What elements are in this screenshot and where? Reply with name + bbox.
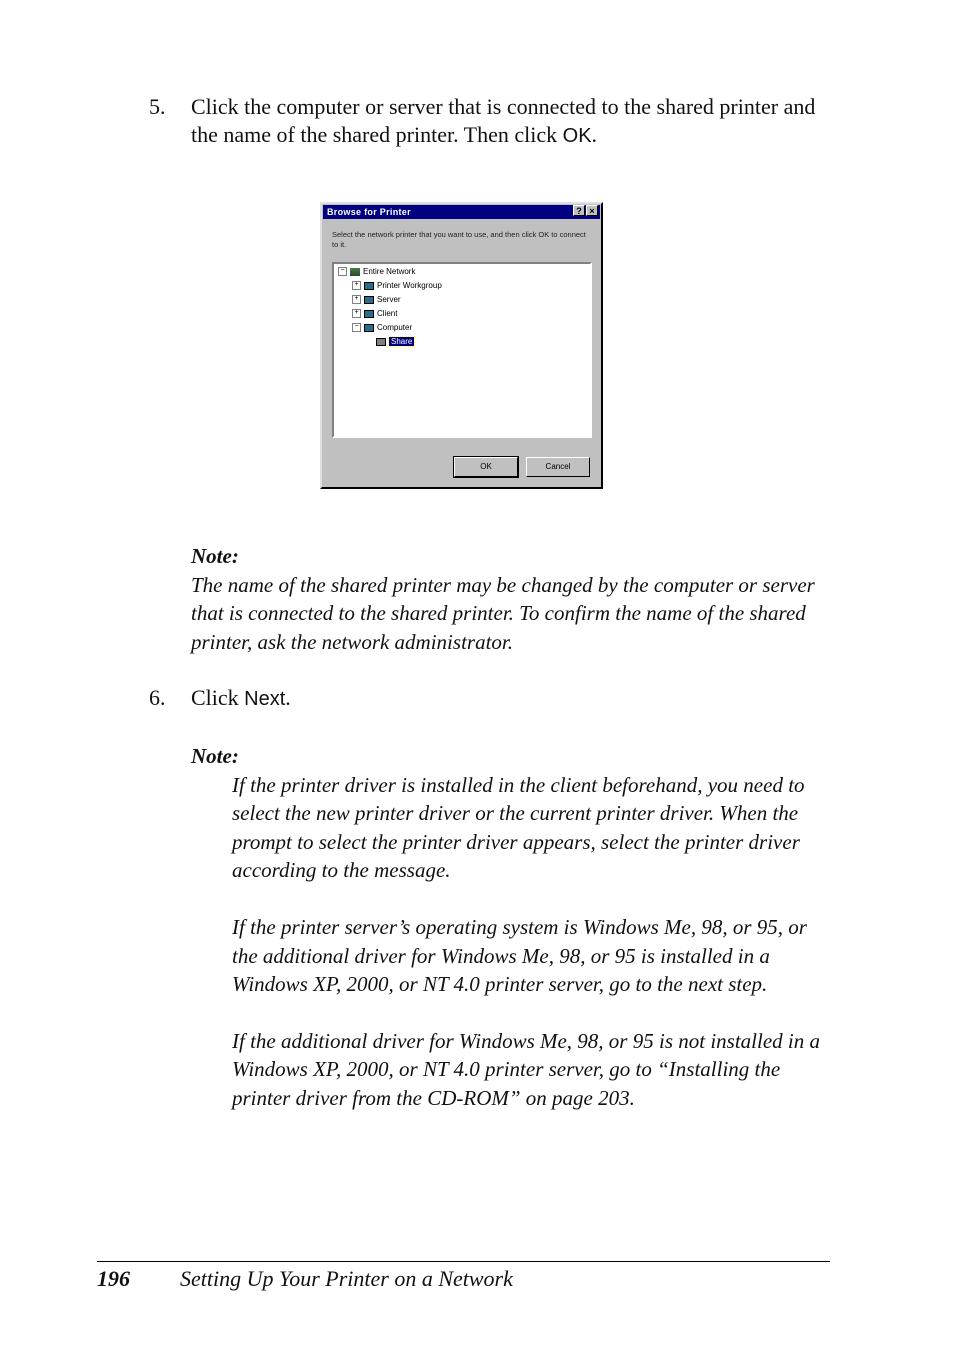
tree-item-label: Server (377, 295, 401, 304)
computer-icon (364, 310, 374, 318)
dialog-message: Select the network printer that you want to use, and then click OK to connect to it. (332, 230, 586, 249)
computer-icon (364, 282, 374, 290)
help-icon[interactable]: ? (573, 205, 585, 216)
step-number: 5. (149, 94, 166, 119)
computer-icon (364, 324, 374, 332)
expand-icon[interactable]: + (352, 309, 361, 318)
tree-item[interactable] (352, 280, 442, 292)
expand-icon[interactable]: + (352, 295, 361, 304)
printer-icon (376, 338, 386, 346)
network-tree[interactable] (332, 262, 592, 438)
collapse-icon[interactable]: − (338, 267, 347, 276)
note-heading: Note: (191, 744, 239, 768)
step-number: 6. (149, 685, 166, 710)
note-1 (191, 542, 831, 656)
tree-root[interactable] (338, 266, 415, 278)
close-icon[interactable]: × (586, 205, 598, 216)
cancel-button[interactable]: Cancel (526, 457, 590, 477)
footer-section-title: Setting Up Your Printer on a Network (180, 1266, 513, 1291)
expand-icon[interactable]: + (352, 281, 361, 290)
step-text (191, 93, 836, 150)
tree-item[interactable] (352, 308, 397, 320)
note-paragraph: If the printer driver is installed in the client beforehand, you need to select the new printer driver or the current printer driver. When the prompt to select the printer driver appears, select the printer driver according to the message. (232, 772, 805, 883)
note-paragraph: If the additional driver for Windows Me, 98, or 95 is not installed in a Windows XP, 2000, or NT 4.0 printer server, go to “Installing the printer driver from the CD-ROM” on page 203. (232, 1028, 820, 1110)
selected-printer-label: Share (391, 337, 413, 346)
step-text-part: Click the computer or server that is connected to the shared printer and the name of the shared printer. Then click (191, 94, 816, 147)
computer-icon (364, 296, 374, 304)
note-heading: Note: (191, 544, 239, 568)
footer-rule (97, 1261, 830, 1262)
note-body (232, 771, 832, 1113)
dialog-title: Browse for Printer (323, 205, 600, 219)
step-text-part: Click (191, 685, 245, 710)
ok-ui-word: OK (562, 125, 592, 147)
next-ui-word: Next (244, 688, 286, 710)
page-number: 196 (97, 1266, 130, 1291)
tree-root-label: Entire Network (363, 267, 416, 276)
tree-item[interactable] (352, 322, 412, 334)
tree-item-printer[interactable] (376, 336, 414, 348)
tree-item-label: Printer Workgroup (377, 281, 442, 290)
browse-for-printer-dialog (320, 202, 603, 489)
note-2 (191, 742, 831, 1113)
collapse-icon[interactable]: − (352, 323, 361, 332)
step-text-end: . (285, 685, 291, 710)
note-paragraph: If the printer server’s operating system is Windows Me, 98, or 95, or the additional driver for Windows Me, 98, or 95 is installed in a Windows XP, 2000, or NT 4.0 printer server, go to the next step. (232, 914, 807, 997)
step-text-end: . (591, 122, 598, 147)
tree-item-label: Computer (377, 323, 413, 332)
ok-button[interactable]: OK (454, 457, 518, 477)
note-text: The name of the shared printer may be changed by the computer or server that is connected to the shared printer. To confirm the name of the shared printer, ask the network administrator. (191, 572, 815, 654)
tree-item-label: Client (377, 309, 398, 318)
network-icon (350, 268, 360, 276)
step-text (191, 684, 836, 713)
tree-item[interactable] (352, 294, 401, 306)
